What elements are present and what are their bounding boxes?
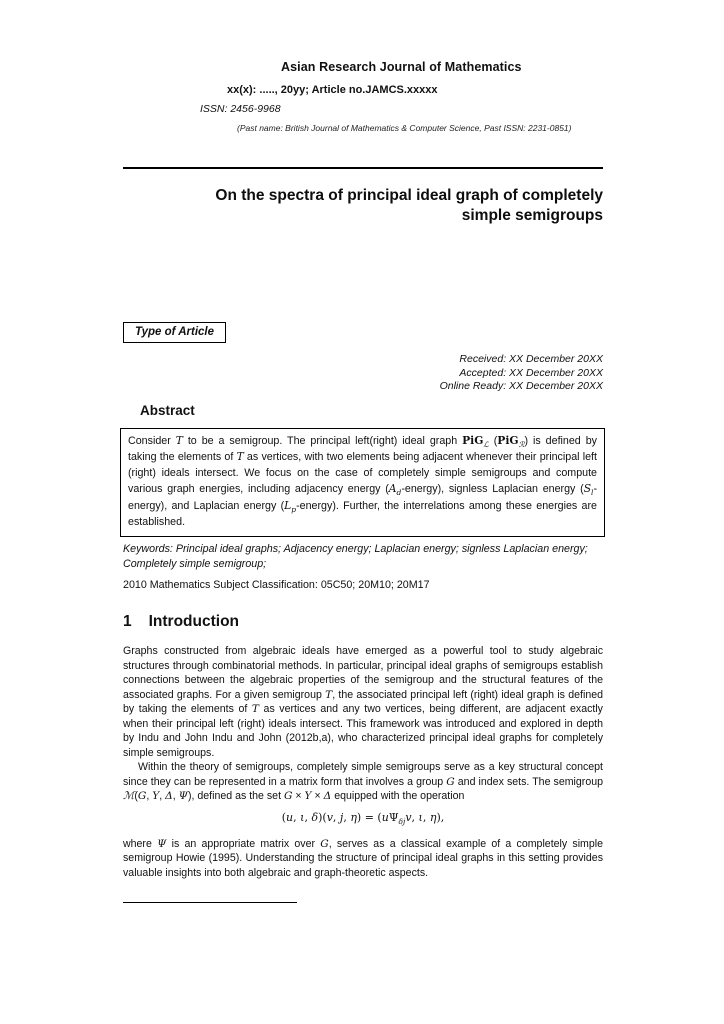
article-title-line1: On the spectra of principal ideal graph of completely [215,187,603,204]
section-number: 1 [123,613,132,631]
abstract-heading: Abstract [140,402,195,418]
section-title: Introduction [148,613,240,631]
footnote-divider [123,902,297,903]
online-ready-date: Online Ready: XX December 20XX [439,380,603,392]
issue-line: xx(x): ....., 20yy; Article no.JAMCS.xxxxx [227,84,438,96]
section-heading-introduction [123,613,603,631]
issn-line: ISSN: 2456-9968 [200,103,281,115]
article-title-line2: simple semigroups [461,206,603,224]
page-content [123,0,603,903]
received-date: Received: XX December 20XX [459,353,603,365]
msc-line: 2010 Mathematics Subject Classification: 05C50; 20M10; 20M17 [123,579,430,592]
accepted-date: Accepted: XX December 20XX [459,366,603,379]
header-divider [123,167,603,169]
article-type-badge: Type of Article [123,322,226,343]
abstract-box: Consider T to be a semigroup. The principal left(right) ideal graph PiG$_ℒ$ (PiG$_ℛ$) is defined by taking the elements of T as vertices, with two elements being adjacent whenever their principal left (right) ideals intersect. We focus on the case of completely simple semigroups and compute various graph energies, including adjacency energy $(A_d-energy)$, signless Laplacian energy $(S_l-energy)$, and Laplacian energy $(L_p-energy)$. Further, the interrelations among these energies are established. [120,428,605,538]
dates-block [123,353,603,394]
equation: (u, ι, δ)(v, j, $\eta) = (u\Psi_{\delta j}v$, ι, η), [281,810,445,826]
intro-paragraph-2: Within the theory of semigroups, completely simple semigroups serve as a key structural concept since they can be represented in a matrix form that involves a group G and index sets. The semigroup ℳ(G, Υ, Δ, Ψ), defined as the set G × Υ × Δ equipped with the operation [123,761,603,803]
journal-name: Asian Research Journal of Mathematics [281,60,522,74]
intro-paragraph-1: Graphs constructed from algebraic ideals have emerged as a powerful tool to study algebraic structures through combinatorial methods. In particular, principal ideal graphs of semigroups establish connections between the algebraic properties of the semigroup and the structural features of the associated graphs. For a given semigroup T, the associated principal left (right) ideal graph is defined by taking the elements of T as vertices and any two vertices, being different, are adjacent exactly when their principal left (right) ideals intersect. This framework was introduced and explored in depth by Indu and John Indu and John (2012b,a), who characterized principal ideal graphs for completely simple semigroups. [123,645,603,759]
keywords-line: Keywords: Principal ideal graphs; Adjacency energy; Laplacian energy; signless Laplacian energy; Completely simple semigroup; [123,543,588,570]
journal-header [123,60,603,133]
past-name-line: (Past name: British Journal of Mathematics & Computer Science, Past ISSN: 2231-0851) [237,123,572,133]
intro-paragraph-3: where Ψ is an appropriate matrix over G, serves as a classical example of a completely simple semigroup Howie (1995). Understanding the structure of principal ideal graphs in this setting provides valuable insights into both algebraic and graph-theoretic aspects. [123,837,604,879]
article-title [123,186,603,225]
